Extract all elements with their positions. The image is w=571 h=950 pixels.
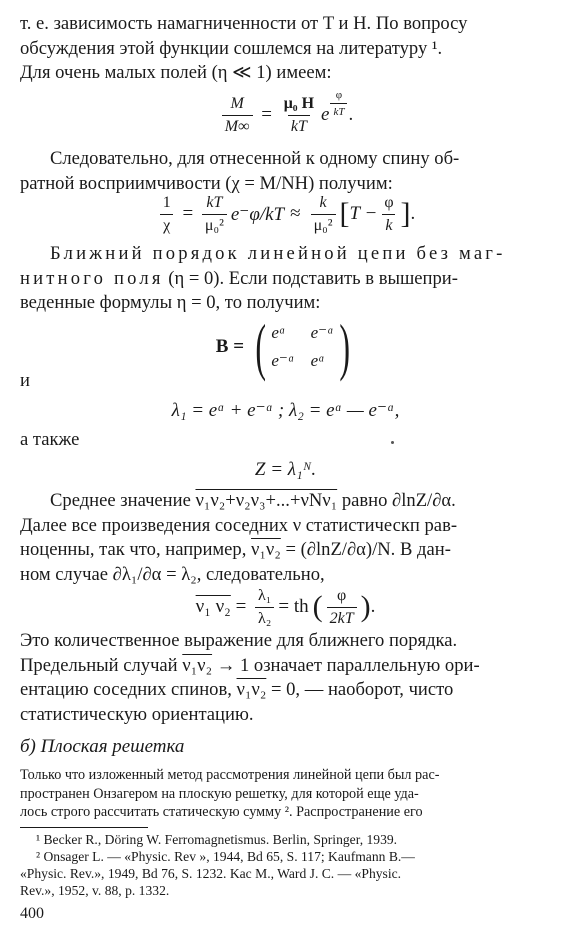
text-line: Это количественное выражение для ближнего порядка.: [20, 630, 458, 651]
text-line: ратной восприимчивости (χ = M/NH) получим:: [20, 172, 393, 194]
eq2-exp: e⁻φ/kT: [230, 203, 285, 225]
word-also: а также: [20, 429, 80, 450]
text-line: т. е. зависимость намагниченности от T и H. По вопросу: [20, 13, 468, 34]
text-run: = (∂lnZ/∂α)/N. В дан-: [280, 539, 451, 560]
matrix-a11: eᵅ: [271, 323, 286, 342]
footnote-2: ² Onsager L. — «Physic. Rev », 1944, Bd 65, S. 117; Kaufmann B.—: [36, 849, 415, 864]
eq1-lhs-den: M∞: [222, 115, 253, 136]
eq1-exp-num: φ: [335, 88, 343, 101]
footnote-1: ¹ Becker R., Döring W. Ferromagnetismus. Berlin, Springer, 1939.: [36, 832, 398, 847]
eq2-approx: ≈: [290, 203, 301, 224]
paragraph-mean-value: [20, 489, 552, 587]
print-speck: [391, 441, 394, 444]
paragraph-onsager: [20, 766, 552, 822]
equation-inverse-susceptibility: $\frac{1}{\chi}$ = $\frac{kT}{\text{μ₀²}}$ e⁻φ/kT ≈ $\frac{k}{\text{μ₀²}}$ [ T − $\frac{\varphi}{k}$ ] .: [0, 188, 571, 240]
overlined-product: ν₁ν₂: [236, 679, 267, 700]
matrix-a21: e⁻ᵅ: [271, 351, 295, 370]
eq2-bracket-t: T −: [349, 203, 378, 224]
word-and: и: [20, 370, 30, 391]
paragraph-short-range-order: [20, 242, 552, 316]
footnote-rule: [20, 827, 148, 828]
overlined-sum: ν₁ν₂+ν₂ν₃+...+νNν₁: [195, 490, 338, 511]
eq3-text: λ₁ = eᵅ + e⁻ᵅ ; λ₂ = eᵅ — e⁻ᵅ,: [171, 399, 400, 421]
footnotes: [20, 831, 552, 899]
text-line: [20, 538, 552, 563]
eq2-lhs-den: χ: [160, 214, 173, 235]
footnote-2-cont: «Physic. Rev.», 1949, Bd 76, S. 1232. Kac M., Ward J. C. — «Physic.: [20, 866, 402, 881]
text-line: пространен Онзагером на плоскую решетку, для которой еще уда-: [20, 785, 419, 802]
text-run: ноценны, так что, например,: [20, 539, 252, 560]
text-line: [20, 489, 552, 514]
matrix-label: B =: [215, 336, 245, 357]
eq1-rhs-num: μ₀ H: [283, 94, 315, 112]
paragraph-intro: [20, 12, 552, 86]
eq1-exp-den: kT: [330, 103, 347, 118]
equation-magnetization: $\frac{M}{M\infty}$ = $\frac{\text{μ₀ H}}{kT}$ e $\frac{\varphi}{kT}$ .: [0, 90, 571, 140]
text-line: веденные формулы η = 0, то получим:: [20, 292, 321, 313]
eq2-f2-num: k: [319, 193, 327, 211]
text-run: равно ∂lnZ/∂α.: [337, 490, 456, 511]
equation-partition-function: [0, 455, 571, 485]
eq2-f3-num: φ: [384, 193, 394, 211]
eq5-f2-den: 2kT: [327, 607, 357, 628]
eq2-f3-den: k: [382, 214, 395, 235]
matrix: ( eᵅ e⁻ᵅ e⁻ᵅ eᵅ ): [255, 311, 350, 382]
eq5-f2-num: φ: [337, 586, 347, 604]
eq1-exp-base: e: [321, 104, 330, 125]
eq4-text: Z = λ₁ᴺ.: [254, 459, 317, 480]
text-line: ном случае ∂λ₁/∂α = λ₂, следовательно,: [20, 563, 325, 585]
equation-short-range-result: ν₁ ν₂ = $\frac{\text{λ₁}}{\text{λ₂}}$ = th ( $\frac{\varphi}{2kT}$ ) .: [195, 586, 376, 627]
text-run: Предельный случай: [20, 654, 183, 676]
eq2-lhs-num: 1: [162, 193, 171, 211]
eq5-f1-num: λ₁: [258, 586, 272, 604]
eq5-th: = th: [278, 596, 309, 617]
text-line: статистическую ориентацию.: [20, 703, 254, 725]
text-line: Для очень малых полей (η ≪ 1) имеем:: [20, 62, 332, 83]
text-run: (η = 0). Если подставить в вышепри-: [163, 267, 458, 289]
eq2-f1-den: μ₀²: [202, 214, 227, 235]
text-line: обсуждения этой функции сошлемся на литературу ¹.: [20, 37, 443, 59]
text-line: [20, 678, 552, 703]
spaced-text: нитного поля: [20, 267, 164, 289]
matrix-a22: eᵅ: [310, 351, 325, 370]
eq5-lhs: ν₁ ν₂: [195, 596, 231, 617]
eq1-lhs-num: M: [230, 94, 244, 112]
eq2-f1-num: kT: [206, 193, 223, 211]
text-line: Ближний порядок линейной цепи без маг-: [50, 243, 506, 264]
text-line: лось строго рассчитать статическую сумму ². Распространение его: [20, 804, 423, 821]
eq2-f2-den: μ₀²: [311, 214, 336, 235]
overlined-product: ν₁ν₂: [182, 654, 213, 676]
text-line: Следовательно, для отнесенной к одному спину об-: [50, 148, 460, 169]
text-line: Далее все произведения соседних ν статистическп рав-: [20, 514, 458, 536]
overlined-product: ν₁ν₂: [251, 539, 281, 560]
eq1-rhs-den: kT: [288, 115, 310, 136]
page-number: 400: [20, 905, 44, 922]
text-run: Среднее значение: [50, 490, 196, 511]
section-heading: б) Плоская решетка: [20, 736, 185, 757]
equation-eigenvalues: [0, 395, 571, 425]
text-line: Только что изложенный метод рассмотрения линейной цепи был рас-: [20, 767, 440, 783]
text-run: = 0, — наоборот, чисто: [266, 679, 454, 700]
matrix-a12: e⁻ᵅ: [310, 323, 334, 342]
paragraph-limiting-case: [20, 629, 552, 727]
text-line: [20, 267, 552, 292]
text-line: [20, 654, 552, 679]
text-run: → 1 означает параллельную ори-: [212, 654, 480, 676]
eq5-f1-den: λ₂: [255, 607, 274, 628]
text-run: ентацию соседних спинов,: [20, 679, 237, 700]
footnote-2-cont: Rev.», 1952, v. 88, p. 1332.: [20, 883, 170, 898]
